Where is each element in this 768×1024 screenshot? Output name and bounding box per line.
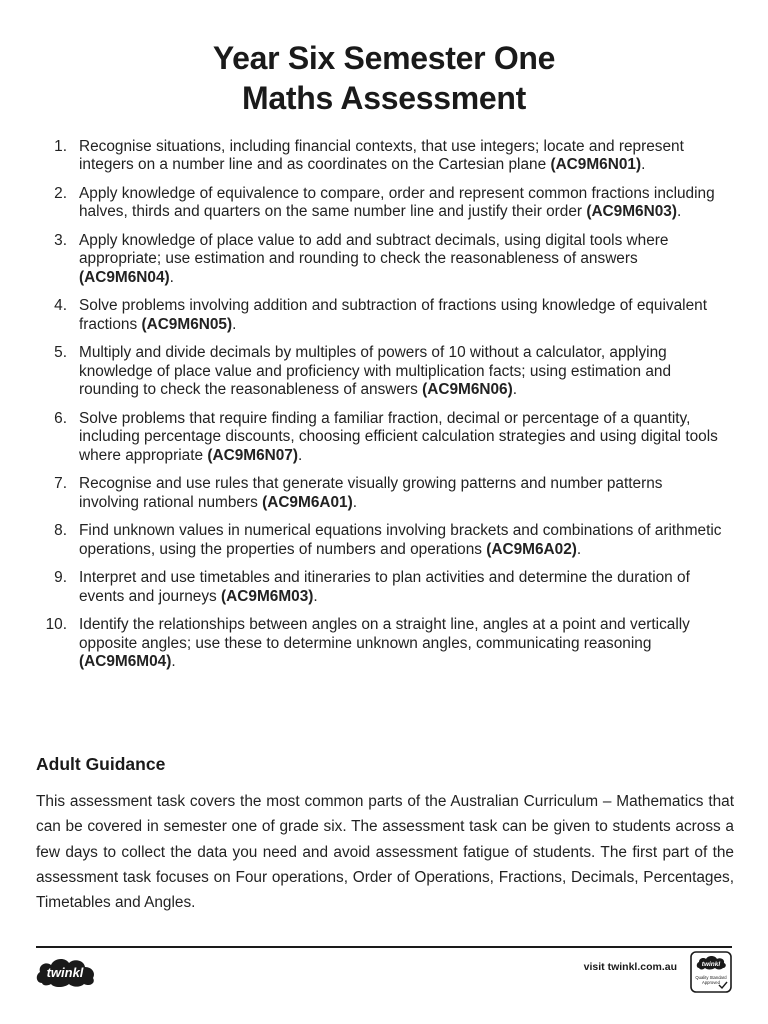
twinkl-logo	[34, 953, 98, 989]
item-end: .	[313, 587, 318, 605]
item-text: Recognise situations, including financial contexts, that use integers; locate and represent integers on a number line and as coordinates on the Cartesian plane	[79, 138, 684, 174]
list-item	[36, 410, 726, 465]
twinkl-cloud-logo-icon	[34, 953, 98, 989]
item-text: Apply knowledge of equivalence to compare, order and represent common fractions including halves, thirds and quarters on the same number line and justify their order	[79, 185, 715, 221]
item-end: .	[298, 446, 303, 464]
item-text: Solve problems involving addition and subtraction of fractions using knowledge of equivalent fractions	[79, 297, 707, 333]
quality-standard-badge-icon	[690, 951, 732, 993]
item-end: .	[352, 493, 358, 511]
title-line-2: Maths Assessment	[242, 80, 526, 116]
curriculum-code: (AC9M6N01)	[550, 156, 642, 174]
curriculum-code: (AC9M6A02)	[486, 540, 577, 558]
curriculum-code: (AC9M6N03)	[586, 203, 677, 221]
list-item	[36, 232, 726, 287]
curriculum-code: (AC9M6N04)	[79, 268, 170, 286]
item-text: Multiply and divide decimals by multiples of powers of 10 without a calculator, applying knowledge of place value and proficiency with multiplication facts; using estimation and rounding to check the reasonableness of answers	[79, 344, 672, 399]
curriculum-code: (AC9M6M04)	[79, 653, 172, 671]
curriculum-code: (AC9M6N06)	[422, 381, 513, 399]
item-text: Find unknown values in numerical equations involving brackets and combinations of arithmetic operations, using the properties of numbers and operations	[79, 522, 722, 558]
item-number: 10.	[45, 616, 67, 634]
item-text: Apply knowledge of place value to add and subtract decimals, using digital tools where appropriate; use estimation and rounding to check the reasonableness of answers	[79, 232, 669, 268]
item-number: 3.	[54, 232, 67, 249]
logo-wordmark: twinkl	[46, 965, 84, 980]
item-end: .	[232, 315, 237, 333]
list-item	[36, 138, 726, 175]
item-number: 6.	[54, 409, 67, 427]
item-number: 8.	[54, 522, 67, 540]
adult-guidance-paragraph: This assessment task covers the most common parts of the Australian Curriculum – Mathematics that can be covered in semester one of grade six. The assessment task can be given to students across a few days to collect the data you need and avoid assessment fatigue of students. The first part of the assessment task focuses on Four operations, Order of Operations, Fractions, Decimals, Percentages, Timetables and Angles.	[36, 793, 734, 912]
item-number: 4.	[54, 297, 67, 315]
list-item	[36, 475, 726, 512]
list-item	[36, 522, 726, 559]
list-item	[36, 185, 726, 222]
quality-standard-badge	[690, 951, 732, 993]
list-item	[36, 344, 726, 399]
list-item	[36, 569, 726, 606]
curriculum-code: (AC9M6N05)	[141, 315, 233, 333]
item-number: 9.	[54, 569, 67, 587]
item-text: Solve problems that require finding a familiar fraction, decimal or percentage of a quantity, including percentage discounts, choosing efficient calculation strategies and using digital tools where appropriate	[79, 409, 718, 464]
item-number: 1.	[54, 138, 67, 155]
title-line-1: Year Six Semester One	[212, 40, 556, 76]
list-item	[36, 297, 726, 334]
item-end: .	[641, 156, 646, 174]
curriculum-objectives-list	[36, 138, 726, 682]
badge-line-2: Approved	[702, 980, 720, 985]
item-end: .	[676, 203, 682, 221]
badge-brand: twinkl	[701, 961, 721, 968]
item-end: .	[576, 540, 582, 558]
page-title	[0, 38, 768, 118]
adult-guidance-heading: Adult Guidance	[36, 754, 166, 774]
badge-line-1: Quality Standard	[695, 975, 727, 980]
list-item	[36, 616, 726, 671]
item-text: Interpret and use timetables and itineraries to plan activities and determine the duration of events and journeys	[79, 569, 690, 605]
item-end: .	[169, 268, 174, 286]
item-number: 7.	[54, 475, 67, 493]
curriculum-code: (AC9M6N07)	[207, 446, 298, 464]
visit-website-link[interactable]: visit twinkl.com.au	[583, 961, 677, 973]
item-number: 5.	[54, 344, 67, 362]
item-text: Recognise and use rules that generate visually growing patterns and number patterns involving rational numbers	[79, 475, 663, 511]
item-end: .	[512, 381, 518, 399]
item-number: 2.	[54, 185, 67, 202]
item-end: .	[171, 653, 176, 671]
item-text: Identify the relationships between angles on a straight line, angles at a point and vertically opposite angles; use these to determine unknown angles, communicating reasoning	[79, 616, 690, 652]
footer-divider	[36, 946, 732, 948]
curriculum-code: (AC9M6A01)	[262, 493, 353, 511]
curriculum-code: (AC9M6M03)	[221, 587, 314, 605]
